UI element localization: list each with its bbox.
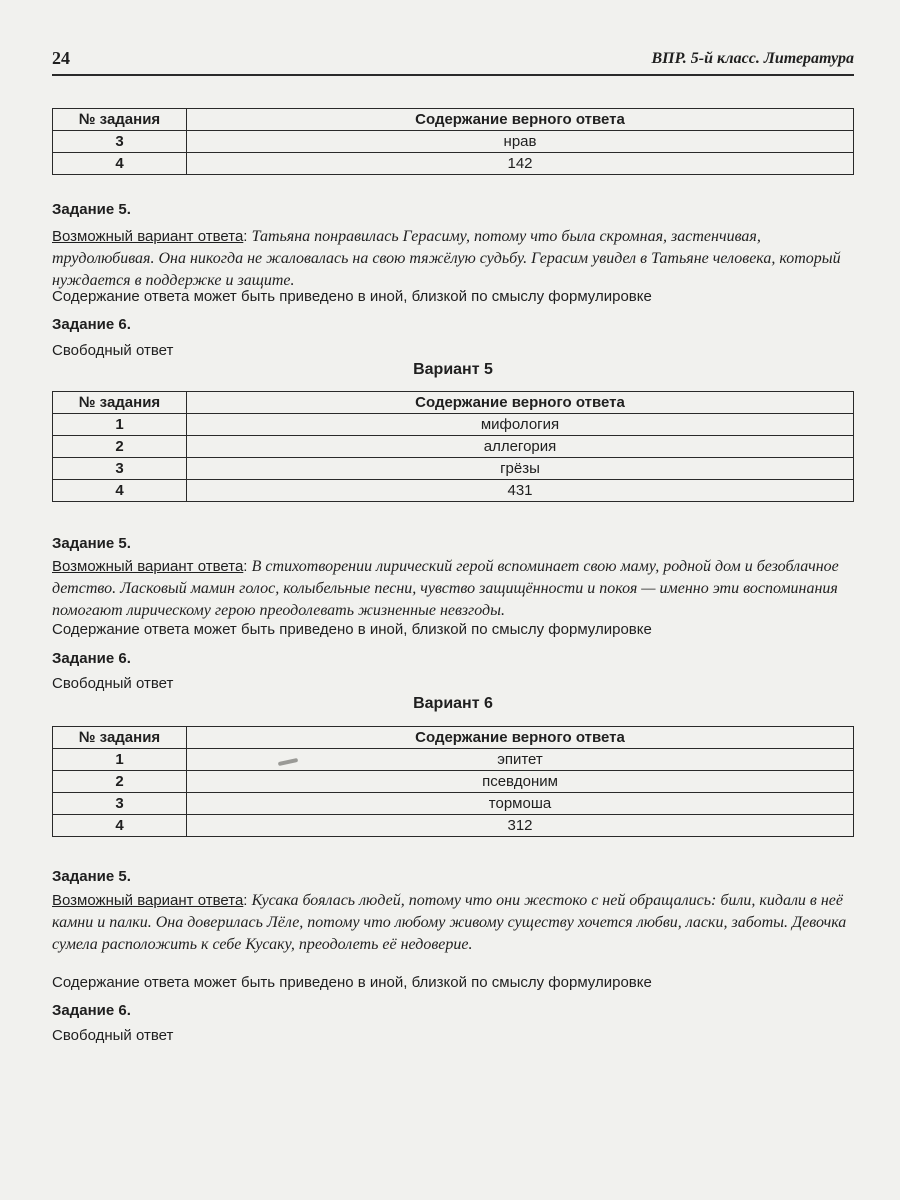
answers-table-variant6 [52,726,854,837]
running-title: ВПР. 5-й класс. Литература [651,50,854,67]
answer-cell: нрав [187,131,854,153]
task5-answer: Возможный вариант ответа: В стихотворении лирический герой вспоминает свою маму, родной дом и безоблачное детство. Ласковый мамин голос, колыбельные песни, чувство защищённости и покоя — именно эти воспоминания помогают лирическому герою преодолевать жизненные невзгоды. [52,558,839,619]
table-header-row [53,727,854,749]
column-header-num: № задания [53,727,187,749]
answers-table-top [52,108,854,175]
task5-title: Задание 5. [52,201,131,218]
answer-text: В стихотворении лирический герой вспоминает свою маму, родной дом и безоблачное детство. Ласковый мамин голос, колыбельные песни, чувство защищённости и покоя — именно эти воспоминания помогают лирическому герою преодолевать жизненные невзгоды. [52,558,839,619]
table-row [53,458,854,480]
table-row [53,414,854,436]
answer-text: Кусака боялась людей, потому что они жестоко с ней обращались: били, кидали в неё камни и палки. Она доверилась Лёле, потому что любому живому существу хочется любви, ласки, заботы. Девочка сумела расположить к себе Кусаку, преодолеть её недоверие. [52,892,847,953]
answer-cell: 312 [187,815,854,837]
table-header-row [53,109,854,131]
table-row [53,436,854,458]
task5-note: Содержание ответа может быть приведено в иной, близкой по смыслу формулировке [52,621,652,638]
task-number-cell: 1 [53,749,187,771]
answer-lead: Возможный вариант ответа [52,228,244,245]
task6-answer: Свободный ответ [52,675,174,692]
page-header [52,44,854,76]
task-number-cell: 2 [53,436,187,458]
task5-answer: Возможный вариант ответа: Кусака боялась людей, потому что они жестоко с ней обращались: били, кидали в неё камни и палки. Она доверилась Лёле, потому что любому живому существу хочется любви, ласки, заботы. Девочка сумела расположить к себе Кусаку, преодолеть её недоверие. [52,892,847,953]
task6-answer: Свободный ответ [52,342,174,359]
task-number-cell: 4 [53,815,187,837]
task5-title: Задание 5. [52,535,131,552]
task-number-cell: 2 [53,771,187,793]
column-header-content: Содержание верного ответа [187,727,854,749]
task6-title: Задание 6. [52,1002,131,1019]
column-header-num: № задания [53,392,187,414]
answers-table-variant5 [52,391,854,502]
variant5-title: Вариант 5 [413,361,493,378]
table-row [53,771,854,793]
table-header-row [53,392,854,414]
task-number-cell: 4 [53,153,187,175]
task6-answer: Свободный ответ [52,1027,174,1044]
table-row [53,749,854,771]
answer-cell: тормоша [187,793,854,815]
task5-title: Задание 5. [52,868,131,885]
table-row [53,815,854,837]
table-row [53,793,854,815]
answer-cell: грёзы [187,458,854,480]
task5-note: Содержание ответа может быть приведено в иной, близкой по смыслу формулировке [52,288,652,305]
task6-title: Задание 6. [52,650,131,667]
answer-text: Татьяна понравилась Герасиму, потому что была скромная, застенчивая, трудолюбивая. Она никогда не жаловалась на свою тяжёлую судьбу. Герасим увидел в Татьяне человека, который нуждается в поддержке и защите. [52,228,841,289]
answer-cell: 431 [187,480,854,502]
answer-lead: Возможный вариант ответа [52,892,244,909]
variant6-title: Вариант 6 [413,695,493,712]
answer-lead: Возможный вариант ответа [52,558,244,575]
answer-cell: 142 [187,153,854,175]
answer-cell: эпитет [187,749,854,771]
table-row [53,480,854,502]
task5-answer: Возможный вариант ответа: Татьяна понравилась Герасиму, потому что была скромная, застенчивая, трудолюбивая. Она никогда не жаловалась на свою тяжёлую судьбу. Герасим увидел в Татьяне человека, который нуждается в поддержке и защите. [52,228,841,289]
column-header-content: Содержание верного ответа [187,392,854,414]
page-number: 24 [52,48,70,68]
task6-title: Задание 6. [52,316,131,333]
answer-cell: аллегория [187,436,854,458]
answer-cell: мифология [187,414,854,436]
table-row [53,131,854,153]
task-number-cell: 4 [53,480,187,502]
table-row [53,153,854,175]
task-number-cell: 3 [53,793,187,815]
column-header-content: Содержание верного ответа [187,109,854,131]
task-number-cell: 3 [53,458,187,480]
task-number-cell: 1 [53,414,187,436]
answer-cell: псевдоним [187,771,854,793]
task5-note: Содержание ответа может быть приведено в иной, близкой по смыслу формулировке [52,974,652,991]
column-header-num: № задания [53,109,187,131]
task-number-cell: 3 [53,131,187,153]
